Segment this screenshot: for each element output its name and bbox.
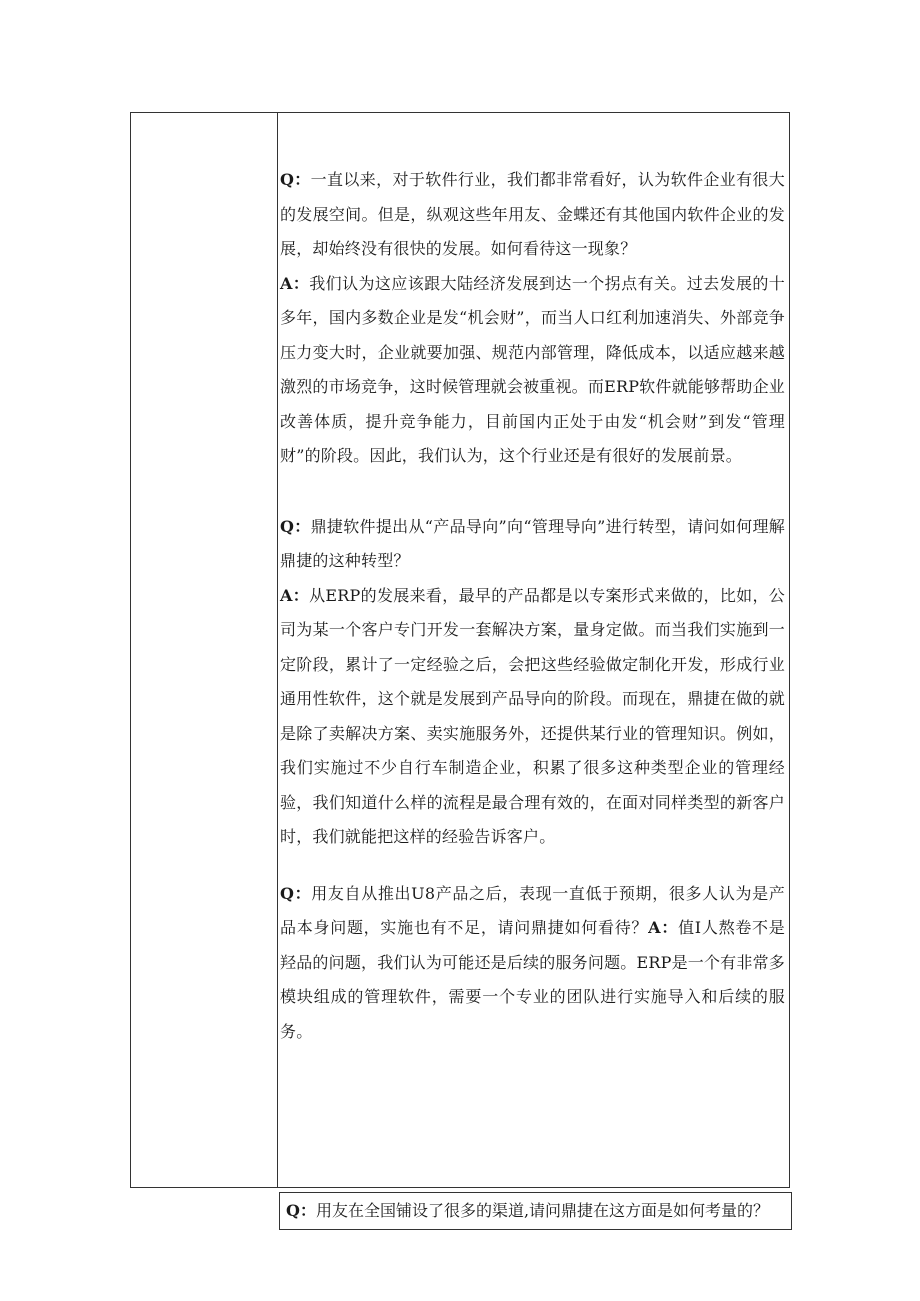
answer-text: 我们认为这应该跟大陆经济发展到达一个拐点有关。过去发展的十多年，国内多数企业是发“机会财”，而当人口红利加速消失、外部竞争压力变大时，企业就要加强、规范内部管理，降低成本，以适应越来越激烈的市场竞争，这时候管理就会被重视。而ERP软件就能够帮助企业改善体质，提升竞争能力，目前国内正处于由发“机会财”到发“管理财”的阶段。因此，我们认为，这个行业还是有很好的发展前景。	[280, 273, 785, 465]
answer-label: A：	[648, 918, 679, 937]
answer-label: A：	[280, 273, 310, 293]
question-label: Q：	[286, 1201, 316, 1220]
question-text: 用友在全国铺设了很多的渠道,请问鼎捷在这方面是如何考量的？	[315, 1201, 770, 1220]
question-text: 用友自从推出U8产品之后，表现一直低于预期，很多人认为是产品本身问题，实施也有不足，请问鼎捷如何看待？	[280, 883, 785, 937]
question-text: 鼎捷软件提出从“产品导向”向“管理导向”进行转型，请问如何理解鼎捷的这种转型？	[280, 516, 785, 570]
question-label: Q：	[280, 516, 311, 536]
question-label: Q：	[280, 170, 311, 189]
answer-text: 值I人熬卷不是羟品的问题，我们认为可能还是后续的服务问题。ERP是一个有非常多模块组成的管理软件，需要一个专业的团队进行实施导入和后续的服务。	[280, 918, 785, 1041]
bottom-row-cell	[279, 1192, 792, 1230]
main-table	[130, 112, 790, 1188]
answer-label: A：	[280, 585, 310, 605]
answer-2	[280, 579, 785, 855]
answer-text: 从ERP的发展来看，最早的产品都是以专案形式来做的，比如，公司为某一个客户专门开发一套解决方案，量身定做。而当我们实施到一定阶段，累计了一定经验之后，会把这些经验做定制化开发，形成行业通用性软件，这个就是发展到产品导向的阶段。而现在，鼎捷在做的就是除了卖解决方案、卖实施服务外，还提供某行业的管理知识。例如，我们实施过不少自行车制造企业，积累了很多这种类型企业的管理经验，我们知道什么样的流程是最合理有效的，在面对同样类型的新客户时，我们就能把这样的经验告诉客户。	[280, 585, 785, 846]
answer-1	[280, 267, 785, 474]
question-1	[280, 163, 785, 267]
left-column-cell	[131, 113, 278, 1187]
right-column-cell	[278, 113, 789, 1187]
question-2	[280, 510, 785, 579]
question-text: 一直以来，对于软件行业，我们都非常看好，认为软件企业有很大的发展空间。但是，纵观这些年用友、金蝶还有其他国内软件企业的发展，却始终没有很快的发展。如何看待这一现象？	[280, 170, 785, 258]
question-label: Q：	[280, 883, 312, 903]
spacer	[280, 855, 785, 877]
spacer	[280, 474, 785, 510]
question-3	[280, 877, 785, 1050]
